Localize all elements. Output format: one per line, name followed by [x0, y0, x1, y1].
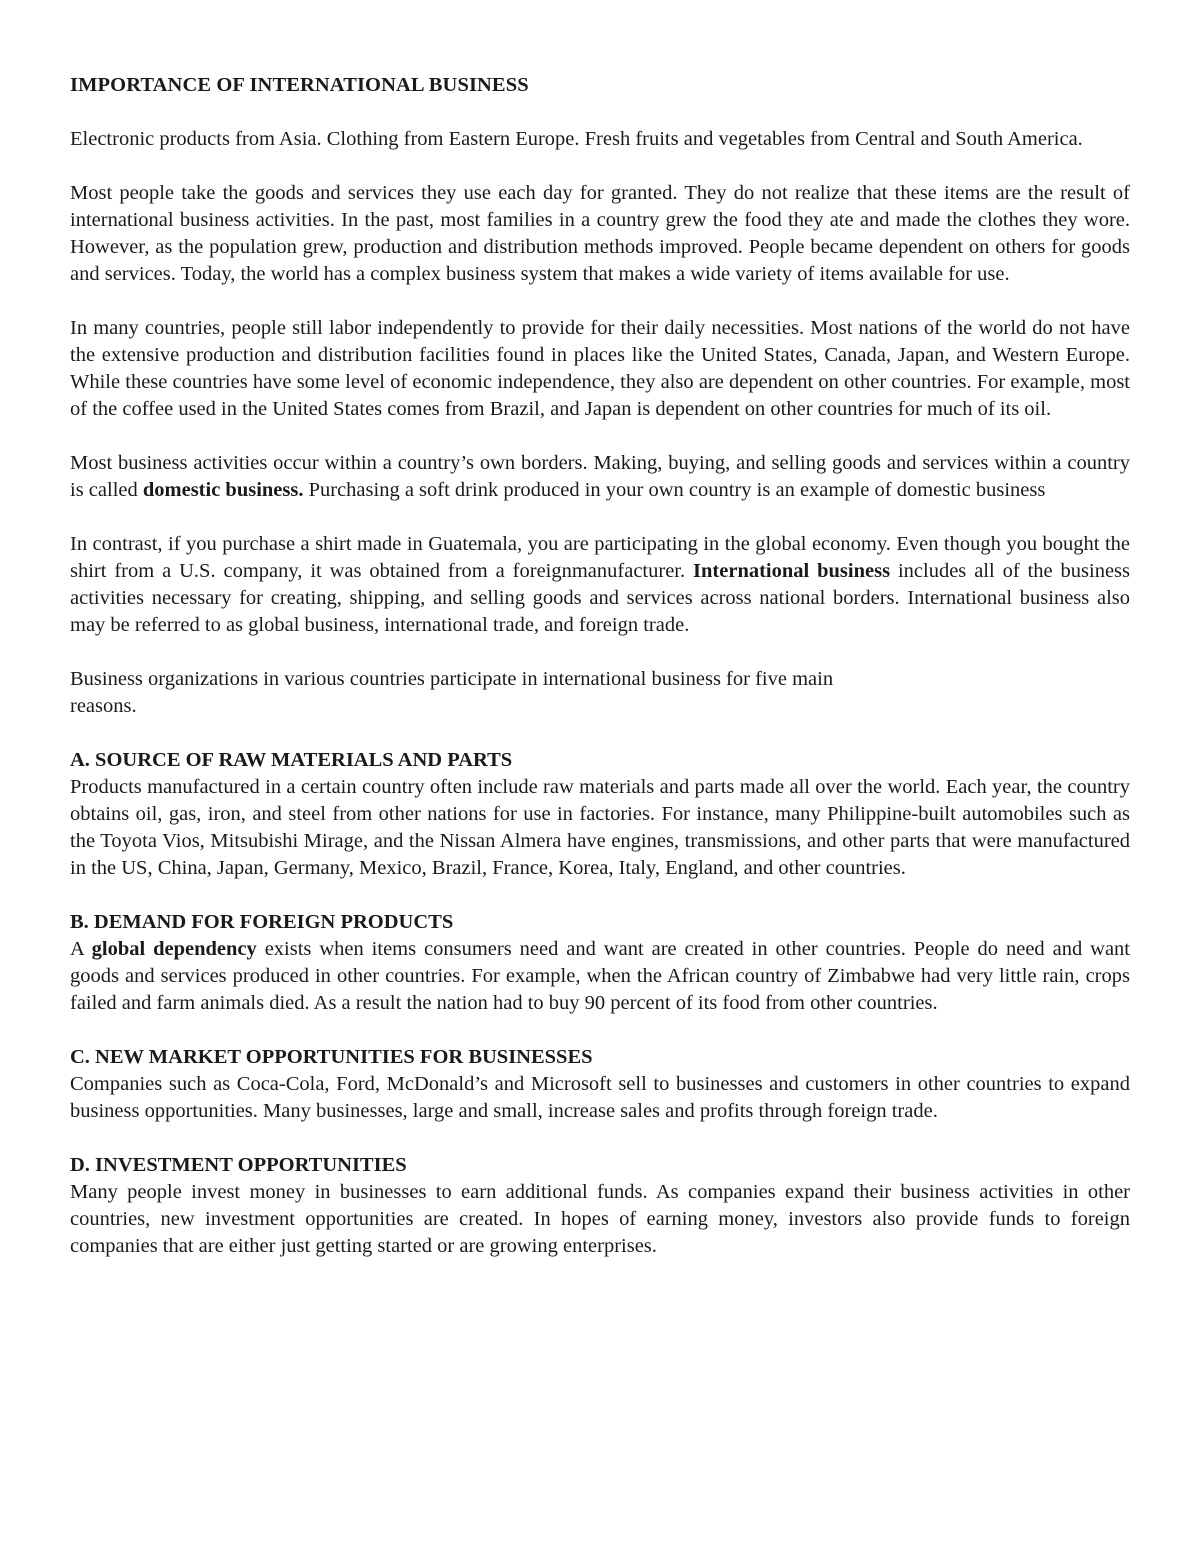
- goods-services-paragraph: Most people take the goods and services they use each day for granted. They do not realize that these items are the result of international business activities. In the past, most families in a country grew the food they ate and made the clothes they wore. However, as the population grew, production and distribution methods improved. People became dependent on others for goods and services. Today, the world has a complex business system that makes a wide variety of items available for use.: [70, 182, 1130, 285]
- global-dependency-term: global dependency: [91, 938, 257, 960]
- section-new-market-opportunities: [70, 1044, 1130, 1125]
- reasons-paragraph: [70, 666, 1130, 720]
- text-span: exists when items consumers need and want are created in other countries. People do need and want goods and services produced in other countries. For example, when the African country of Zimbabwe had very little rain, crops failed and farm animals died. As a result the nation had to buy 90 percent of its food from other countries.: [70, 938, 1130, 1014]
- section-body: Many people invest money in businesses to earn additional funds. As companies expand their business activities in other countries, new investment opportunities are created. In hopes of earning money, investors also provide funds to foreign companies that are either just getting started or are growing enterprises.: [70, 1181, 1130, 1257]
- text-span: Purchasing a soft drink produced in your own country is an example of domestic business: [303, 479, 1046, 501]
- domestic-business-paragraph: [70, 450, 1130, 504]
- section-body: Products manufactured in a certain country often include raw materials and parts made all over the world. Each year, the country obtains oil, gas, iron, and steel from other nations for use in factories. For instance, many Philippine-built automobiles such as the Toyota Vios, Mitsubishi Mirage, and the Nissan Almera have engines, transmissions, and other parts that were manufactured in the US, China, Japan, Germany, Mexico, Brazil, France, Korea, Italy, England, and other countries.: [70, 776, 1130, 879]
- domestic-business-term: domestic business.: [142, 479, 304, 501]
- international-business-term: International business: [693, 560, 891, 582]
- text-span: A: [70, 938, 92, 960]
- section-raw-materials: [70, 747, 1130, 882]
- intro-paragraph: Electronic products from Asia. Clothing from Eastern Europe. Fresh fruits and vegetables from Central and South America.: [70, 128, 1083, 150]
- text-span: Business organizations in various countries participate in international business for five main: [70, 668, 834, 690]
- section-heading: D. INVESTMENT OPPORTUNITIES: [70, 1154, 407, 1176]
- section-demand-foreign-products: [70, 909, 1130, 1017]
- section-heading: B. DEMAND FOR FOREIGN PRODUCTS: [70, 911, 454, 933]
- section-heading: A. SOURCE OF RAW MATERIALS AND PARTS: [70, 749, 513, 771]
- international-business-paragraph: [70, 531, 1130, 639]
- labor-paragraph: In many countries, people still labor independently to provide for their daily necessities. Most nations of the world do not have the extensive production and distribution facilities found in places like the United States, Canada, Japan, and Western Europe. While these countries have some level of economic independence, they also are dependent on other countries. For example, most of the coffee used in the United States comes from Brazil, and Japan is dependent on other countries for much of its oil.: [70, 317, 1130, 420]
- text-span: reasons.: [70, 695, 137, 717]
- text-span: Most business activities occur within a country’s own borders. Making, buying, and selling goods and services within a country is called: [70, 452, 1130, 501]
- document-page: [70, 72, 1130, 1287]
- text-span: includes all of the business activities necessary for creating, shipping, and selling goods and services across national borders. International business also may be referred to as global business, international trade, and foreign trade.: [70, 560, 1131, 636]
- section-body: Companies such as Coca-Cola, Ford, McDonald’s and Microsoft sell to businesses and customers in other countries to expand business opportunities. Many businesses, large and small, increase sales and profits through foreign trade.: [70, 1073, 1130, 1122]
- text-span: In contrast, if you purchase a shirt made in Guatemala, you are participating in the global economy. Even though you bought the shirt from a U.S. company, it was obtained from a foreignmanufacturer.: [70, 533, 1130, 582]
- document-title: IMPORTANCE OF INTERNATIONAL BUSINESS: [70, 74, 529, 96]
- section-investment-opportunities: [70, 1152, 1130, 1260]
- section-heading: C. NEW MARKET OPPORTUNITIES FOR BUSINESSES: [70, 1046, 593, 1068]
- section-body: [70, 936, 1130, 1017]
